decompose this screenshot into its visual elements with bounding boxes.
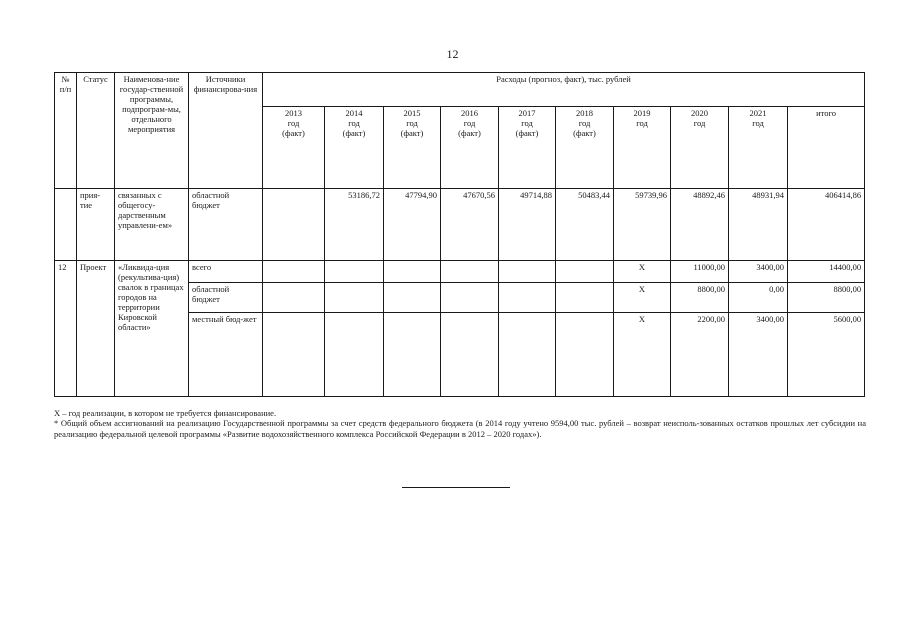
header-num: № п/п [55,73,77,189]
value-cell [441,313,499,397]
row-number [55,189,77,261]
header-year-2017 [499,107,556,189]
value-cell [441,261,499,283]
value-cell: X [614,283,671,313]
header-status: Статус [77,73,115,189]
header-row-top [55,73,865,107]
value-cell: 8800,00 [671,283,729,313]
value-cell: 49714,88 [499,189,556,261]
header-year-2013 [263,107,325,189]
end-rule [402,487,510,488]
row-program-name: связанных с общегосу-дарственным управлени-ем» [115,189,189,261]
header-program-name: Наименова-ние государ-ственной программы, подпрограм-мы, отдельного мероприятия [115,73,189,189]
header-year-2014 [325,107,384,189]
funding-source-label: областной бюджет [189,283,263,313]
header-year-note: (факт) [573,128,596,138]
value-cell [499,283,556,313]
header-year-unit: год [406,118,418,128]
footnotes [54,408,866,439]
header-year-unit: год [693,118,706,128]
row-status: Проект [77,261,115,397]
funding-source-label: местный бюд-жет [189,313,263,397]
header-year-year: 2020 [691,108,708,118]
value-cell: 50483,44 [556,189,614,261]
header-year-unit: год [463,118,476,128]
header-year-2020 [671,107,729,189]
value-cell [499,313,556,397]
header-year-unit: год [287,118,300,128]
value-cell [499,261,556,283]
header-year-unit: год [521,118,533,128]
header-year-unit: год [752,118,764,128]
header-year-note: (факт) [458,128,481,138]
value-cell [325,313,384,397]
header-year-year: 2013 [285,108,302,118]
value-cell [263,313,325,397]
row-status: прия-тие [77,189,115,261]
header-year-year: 2017 [518,108,536,118]
value-cell: 11000,00 [671,261,729,283]
header-year-unit: год [578,118,591,128]
header-funding-source: Источники финансирова-ния [189,73,263,189]
header-year-2016 [441,107,499,189]
funding-source-label: областной бюджет [189,189,263,261]
value-cell [263,261,325,283]
value-cell [325,261,384,283]
header-year-unit: год [348,118,360,128]
value-cell: 5600,00 [788,313,865,397]
row-0 [55,189,865,261]
value-cell: 14400,00 [788,261,865,283]
header-year-year: 2015 [403,108,421,118]
value-cell: X [614,313,671,397]
header-year-note: (факт) [342,128,366,138]
value-cell [263,283,325,313]
row-1-0 [55,261,865,283]
value-cell: 2200,00 [671,313,729,397]
footnote-x: Х – год реализации, в котором не требуется финансирование. [54,408,277,418]
value-cell [556,261,614,283]
row-program-name: «Ликвида-ция (рекультива-ция) свалок в границах городов на территории Кировской области» [115,261,189,397]
header-year-note: (факт) [400,128,424,138]
page-number: 12 [446,47,459,61]
value-cell: X [614,261,671,283]
footnote-federal: * Общий объем ассигнований на реализацию Государственной программы за счет средств федерального бюджета (в 2014 году учтено 9594,00 тыс. рублей – возврат неисполь-зованных остатков прошлых лет субсидии на реализацию федеральной целевой программы «Развитие водохозяйственного комплекса Российской Федерации в 2012 – 2020 годах»). [54,418,866,439]
header-year-year: 2018 [576,108,593,118]
header-year-2021 [729,107,788,189]
row-number: 12 [55,261,77,397]
budget-table [54,72,865,397]
header-year-note: (факт) [515,128,539,138]
value-cell [263,189,325,261]
header-year-year: 2021 [749,108,767,118]
value-cell: 0,00 [729,283,788,313]
value-cell: 47670,56 [441,189,499,261]
value-cell: 48931,94 [729,189,788,261]
header-year-note: (факт) [282,128,305,138]
header-year-2015 [384,107,441,189]
header-year-unit: год [636,118,648,128]
header-year-year: 2014 [345,108,363,118]
value-cell [556,283,614,313]
value-cell: 3400,00 [729,261,788,283]
value-cell [384,313,441,397]
value-cell [325,283,384,313]
value-cell [556,313,614,397]
header-expenses-title: Расходы (прогноз, факт), тыс. рублей [263,73,865,107]
value-cell [384,283,441,313]
header-year-2019 [614,107,671,189]
funding-source-label: всего [189,261,263,283]
header-year-year: 2019 [633,108,651,118]
header-total: итого [788,107,865,189]
header-year-2018 [556,107,614,189]
value-cell: 406414,86 [788,189,865,261]
value-cell [384,261,441,283]
value-cell: 48892,46 [671,189,729,261]
value-cell [441,283,499,313]
value-cell: 53186,72 [325,189,384,261]
value-cell: 47794,90 [384,189,441,261]
value-cell: 8800,00 [788,283,865,313]
header-year-year: 2016 [461,108,478,118]
value-cell: 3400,00 [729,313,788,397]
value-cell: 59739,96 [614,189,671,261]
